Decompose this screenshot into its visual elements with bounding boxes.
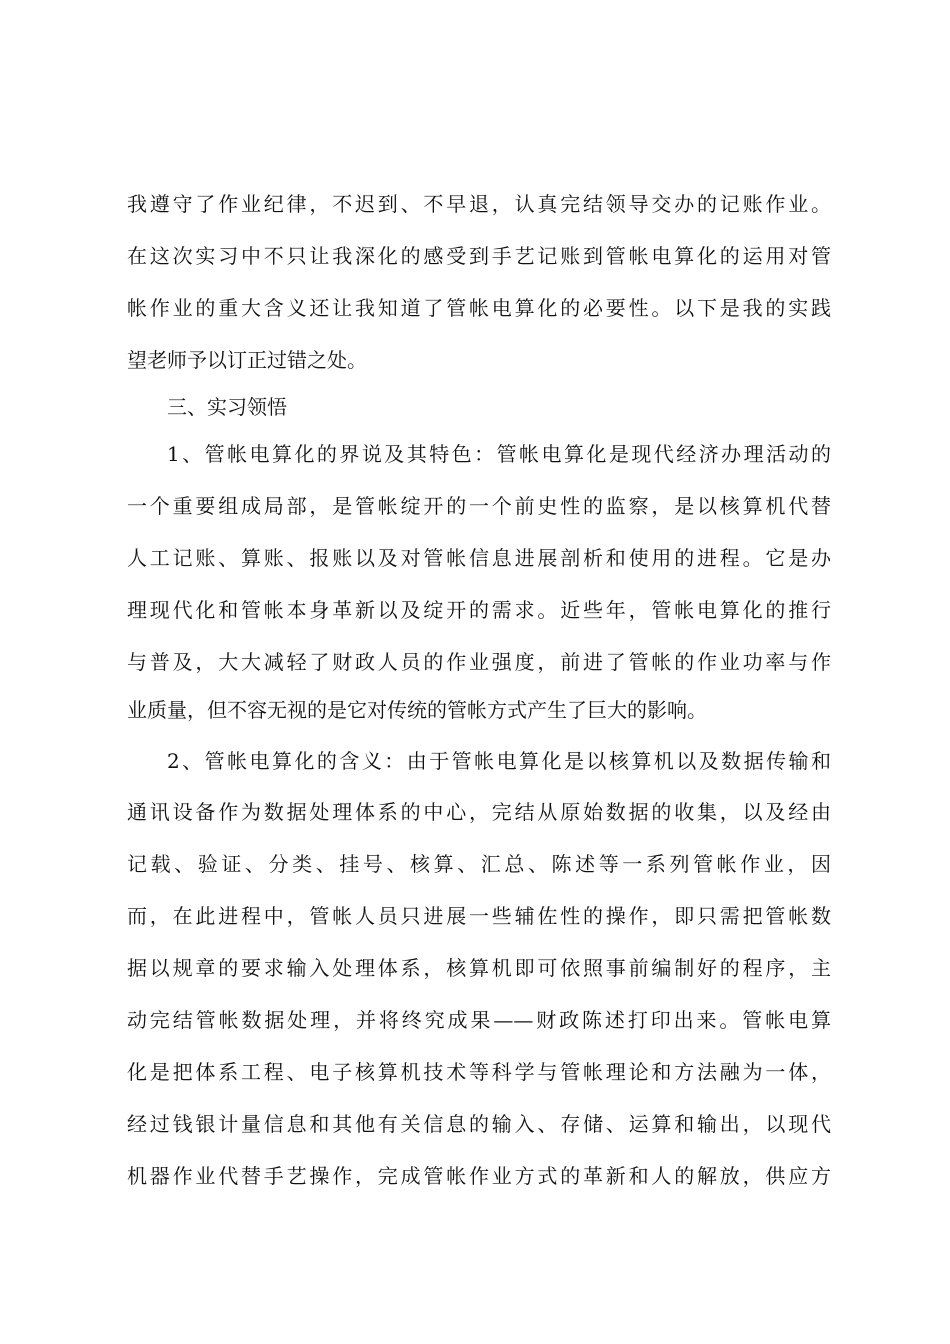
text-line: 一个重要组成局部，是管帐绽开的一个前史性的监察，是以核算机代替 [127, 494, 831, 518]
text-line: 业质量，但不容无视的是它对传统的管帐方式产生了巨大的影响。 [127, 698, 707, 722]
text-line: 化是把体系工程、电子核算机技术等科学与管帐理论和方法融为一体， [127, 1060, 831, 1084]
text-line: 我遵守了作业纪律，不迟到、不早退，认真完结领导交办的记账作业。 [127, 192, 831, 216]
text-line: 机器作业代替手艺操作，完成管帐作业方式的革新和人的解放，供应方 [127, 1164, 831, 1188]
text-line: 经过钱银计量信息和其他有关信息的输入、存储、运算和输出，以现代 [127, 1112, 831, 1136]
text-line: 动完结管帐数据处理，并将终究成果——财政陈述打印出来。管帐电算 [127, 1008, 831, 1032]
text-line: 与普及，大大减轻了财政人员的作业强度，前进了管帐的作业功率与作 [127, 650, 831, 674]
text-line: 帐作业的重大含义还让我知道了管帐电算化的必要性。以下是我的实践 [127, 296, 831, 320]
section-heading: 三、实习领悟 [167, 395, 287, 419]
text-line: 望老师予以订正过错之处。 [127, 348, 367, 372]
text-line: 通讯设备作为数据处理体系的中心，完结从原始数据的收集，以及经由 [127, 800, 831, 824]
text-line: 在这次实习中不只让我深化的感受到手艺记账到管帐电算化的运用对管 [127, 244, 831, 268]
text-line: 而，在此进程中，管帐人员只进展一些辅佐性的操作，即只需把管帐数 [127, 904, 831, 928]
text-line: 1、管帐电算化的界说及其特色：管帐电算化是现代经济办理活动的 [167, 442, 831, 466]
text-line: 据以规章的要求输入处理体系，核算机即可依照事前编制好的程序，主 [127, 956, 831, 980]
text-line: 人工记账、算账、报账以及对管帐信息进展剖析和使用的进程。它是办 [127, 546, 831, 570]
text-line: 2、管帐电算化的含义：由于管帐电算化是以核算机以及数据传输和 [167, 749, 831, 773]
text-line: 理现代化和管帐本身革新以及绽开的需求。近些年，管帐电算化的推行 [127, 598, 831, 622]
text-line: 记载、验证、分类、挂号、核算、汇总、陈述等一系列管帐作业，因 [127, 852, 831, 876]
